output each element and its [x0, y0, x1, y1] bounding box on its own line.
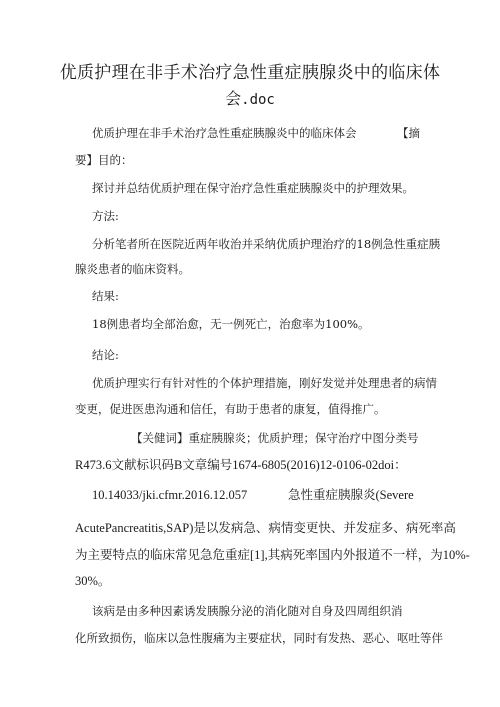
conclusion-text-line-1: 优质护理实行有针对性的个体护理措施，刚好发觉并处理患者的病情	[92, 376, 437, 390]
body-paragraph-2-line-2: 化所致损伤，临床以急性腹痛为主要症状，同时有发热、恶心、呕吐等伴	[75, 631, 443, 645]
results-label: 结果:	[92, 289, 119, 303]
objective-text: 探讨并总结优质护理在保守治疗急性重症胰腺炎中的护理效果。	[92, 181, 414, 195]
doi-line: 10.14033/jki.cfmr.2016.12.057	[92, 488, 248, 502]
classification-line: R473.6文献标识码B文章编号1674-6805(2016)12-0106-02doi：	[75, 458, 407, 472]
body-line-heading: 优质护理在非手术治疗急性重症胰腺炎中的临床体会	[92, 126, 357, 140]
results-text: 18例患者均全部治愈，无一例死亡，治愈率为100%。	[92, 317, 370, 331]
abstract-label: 要】目的：	[75, 153, 133, 167]
body-paragraph-2-line-1: 该病是由多种因素诱发胰腺分泌的消化随对自身及四周组织消	[92, 604, 403, 618]
abstract-bracket-open: 【摘	[397, 126, 420, 140]
document-title-line-2	[0, 88, 500, 111]
keywords-line: 【关健词】重症胰腺炎；优质护理；保守治疗中图分类号	[131, 431, 419, 445]
methods-label: 方法:	[92, 209, 119, 223]
title-char: 会	[225, 89, 242, 108]
sap-term-line: 急性重症胰腺炎(Severe	[288, 488, 414, 502]
body-paragraph-line-3: 30%。	[75, 574, 111, 588]
conclusion-text-line-2: 变更，促进医患沟通和信任，有助于患者的康复，值得推广。	[75, 402, 386, 416]
document-title-line-1: 优质护理在非手术治疗急性重症胰腺炎中的临床体	[59, 63, 441, 83]
file-extension: .doc	[241, 92, 275, 108]
methods-text-line-1: 分析笔者所在医院近两年收治并采纳优质护理治疗的18例急性重症胰	[92, 237, 441, 251]
body-paragraph-line-2: 为主要特点的临床常见急危重症[1],其病死率国内外报道不一样，为10%-	[75, 548, 470, 562]
methods-text-line-2: 腺炎患者的临床资料。	[75, 262, 190, 276]
body-paragraph-line-1: AcutePancreatitis,SAP)是以发病急、病情变更快、并发症多、病死率高	[75, 521, 456, 535]
conclusion-label: 结论:	[92, 348, 119, 362]
